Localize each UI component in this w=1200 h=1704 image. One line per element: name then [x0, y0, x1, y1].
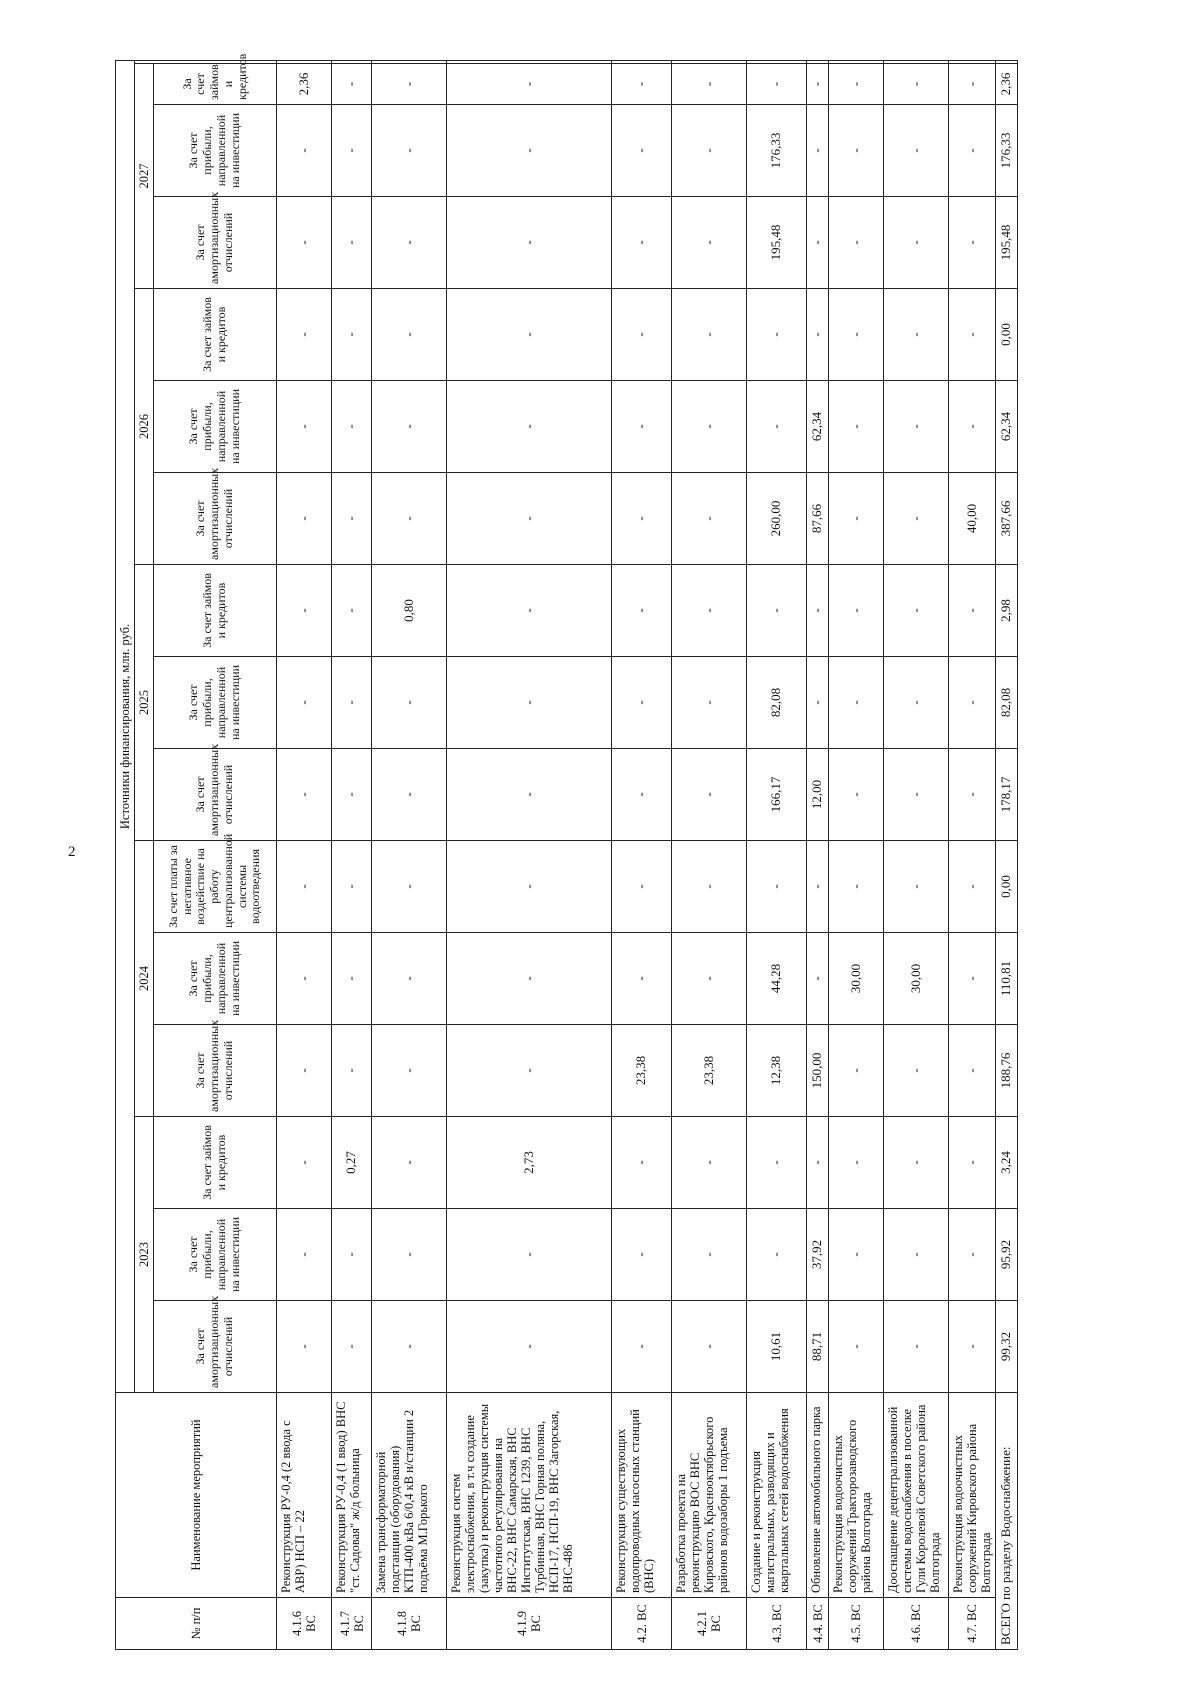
total-value: 62,34 [996, 381, 1018, 473]
row-code: 4.1.6 ВС [277, 1598, 332, 1650]
header-profit: За счет прибыли, направленной на инвестиции [154, 1209, 277, 1301]
row-value: - [949, 565, 996, 657]
row-value: - [829, 1209, 884, 1301]
row-value: 37,92 [807, 1209, 829, 1301]
row-value: - [884, 1301, 949, 1393]
row-value: - [672, 197, 747, 289]
row-value: - [372, 1117, 447, 1209]
row-name: Реконструкция РУ-0,4 (2 ввода с АВР) НСП – 22 [277, 1393, 332, 1598]
total-value: 195,48 [996, 197, 1018, 289]
row-value: - [612, 473, 672, 565]
header-year-2027: 2027 [135, 64, 154, 289]
row-value: - [612, 197, 672, 289]
table-row [829, 61, 884, 1650]
row-value: - [884, 841, 949, 933]
row-value: - [277, 1301, 332, 1393]
row-value: - [747, 1117, 807, 1209]
row-value: - [447, 289, 612, 381]
row-value: - [447, 105, 612, 197]
row-value: - [949, 1301, 996, 1393]
total-value: 0,00 [996, 289, 1018, 381]
row-blank [949, 61, 996, 64]
page-number: 2 [68, 844, 76, 860]
row-value: - [447, 381, 612, 473]
row-name: Реконструкция систем электроснабжения, в т.ч создание (закупка) и реконструкция системы частотного регулирования на ВНС-22, ВНС Самарская, ВНС Институтская, ВНС 1239, ВНС Турбинная, ВНС Горная поляна, НСП-17, НСП-19, ВНС Загорская, ВНС-486 [447, 1393, 612, 1598]
row-value: - [747, 1209, 807, 1301]
table-row [949, 61, 996, 1650]
row-value: - [747, 565, 807, 657]
row-blank [277, 61, 332, 64]
header-col-number: № п/п [116, 1598, 277, 1650]
row-name: Реконструкция водоочистных сооружений Кировского района Волгограда [949, 1393, 996, 1598]
total-value: 3,24 [996, 1117, 1018, 1209]
row-name: Реконструкция существующих водопроводных насосных станций (ВНС) [612, 1393, 672, 1598]
row-value: - [949, 1117, 996, 1209]
total-value: 188,76 [996, 1025, 1018, 1117]
row-value: - [277, 1117, 332, 1209]
row-value: - [807, 565, 829, 657]
row-value: - [612, 1301, 672, 1393]
row-value: - [277, 197, 332, 289]
row-value: - [829, 1117, 884, 1209]
header-year-2023: 2023 [135, 1117, 154, 1393]
row-value: - [884, 105, 949, 197]
row-value: - [949, 197, 996, 289]
row-value: - [884, 197, 949, 289]
row-value: - [807, 64, 829, 105]
row-value: - [447, 749, 612, 841]
row-value: - [949, 64, 996, 105]
row-value: - [807, 197, 829, 289]
row-value: - [672, 381, 747, 473]
row-value: - [884, 565, 949, 657]
total-row [996, 61, 1018, 1650]
row-value: 2,73 [447, 1117, 612, 1209]
row-name: Создание и реконструкция магистральных, разводящих и квартальных сетей водоснабжения [747, 1393, 807, 1598]
header-year-2024: 2024 [135, 841, 154, 1117]
row-value: - [672, 841, 747, 933]
row-value: - [829, 1025, 884, 1117]
row-value: - [747, 381, 807, 473]
row-value: - [372, 473, 447, 565]
row-value: - [949, 657, 996, 749]
row-value: 30,00 [884, 933, 949, 1025]
total-value: 387,66 [996, 473, 1018, 565]
table-row [747, 61, 807, 1650]
row-value: - [829, 841, 884, 933]
total-value: 99,32 [996, 1301, 1018, 1393]
row-value: - [884, 749, 949, 841]
row-name: Реконструкция водоочистных сооружений Тракторозаводского района Волгограда [829, 1393, 884, 1598]
row-value: - [447, 565, 612, 657]
row-value: - [884, 381, 949, 473]
row-value: - [277, 565, 332, 657]
row-value: - [447, 841, 612, 933]
row-blank [747, 61, 807, 64]
header-fee: За счет платы за негативное воздействие на работу централизованной системы водоотведения [154, 841, 277, 933]
row-value: 88,71 [807, 1301, 829, 1393]
row-blank [884, 61, 949, 64]
row-code: 4.1.7 ВС [332, 1598, 372, 1650]
row-value: - [372, 64, 447, 105]
row-name: Дооснащение децентрализованной системы водоснабжения в поселке Гули Королевой Советского района Волгограда [884, 1393, 949, 1598]
row-value: - [807, 933, 829, 1025]
row-value: 0,80 [372, 565, 447, 657]
row-value: - [277, 289, 332, 381]
row-value: - [884, 1025, 949, 1117]
row-name: Реконструкция РУ-0,4 (1 ввод) ВНС "ст. Садовая" ж/д больница [332, 1393, 372, 1598]
row-value: 10,61 [747, 1301, 807, 1393]
row-value: - [332, 289, 372, 381]
row-value: - [612, 105, 672, 197]
row-value: - [332, 197, 372, 289]
row-value: - [829, 473, 884, 565]
total-value: 178,17 [996, 749, 1018, 841]
header-col-name: Наименование мероприятий [116, 1393, 277, 1598]
header-profit: За счет прибыли, направленной на инвестиции [154, 933, 277, 1025]
row-value: - [829, 749, 884, 841]
row-code: 4.2.1 ВС [672, 1598, 747, 1650]
row-value: - [949, 1209, 996, 1301]
row-value: - [612, 565, 672, 657]
row-value: - [829, 197, 884, 289]
row-value: - [332, 473, 372, 565]
row-value: - [332, 381, 372, 473]
row-name: Замена трансформаторной подстанции (оборудования) КТП-400 кВа 6/0,4 кВ н/станции 2 подъёма М.Горького [372, 1393, 447, 1598]
total-value: 2,98 [996, 565, 1018, 657]
row-value: - [332, 105, 372, 197]
row-value: - [672, 1301, 747, 1393]
row-value: - [884, 657, 949, 749]
row-value: - [829, 105, 884, 197]
total-value: 95,92 [996, 1209, 1018, 1301]
row-value: - [277, 105, 332, 197]
row-value: - [277, 1209, 332, 1301]
row-value: 150,00 [807, 1025, 829, 1117]
row-code: 4.5. ВС [829, 1598, 884, 1650]
row-value: - [277, 841, 332, 933]
row-value: - [447, 933, 612, 1025]
total-label: ВСЕГО по разделу Водоснабжение: [996, 1393, 1018, 1650]
row-value: 2,36 [277, 64, 332, 105]
row-value: - [372, 381, 447, 473]
row-value: 166,17 [747, 749, 807, 841]
row-value: - [612, 289, 672, 381]
row-value: - [672, 64, 747, 105]
row-blank [672, 61, 747, 64]
table-row [277, 61, 332, 1650]
row-blank [372, 61, 447, 64]
header-year-2025: 2025 [135, 565, 154, 841]
table-row [612, 61, 672, 1650]
row-value: 0,27 [332, 1117, 372, 1209]
row-value: - [372, 1301, 447, 1393]
row-value: - [612, 1117, 672, 1209]
row-value: - [672, 657, 747, 749]
row-value: - [672, 1117, 747, 1209]
row-value: - [747, 64, 807, 105]
row-value: 87,66 [807, 473, 829, 565]
row-value: - [747, 841, 807, 933]
row-value: - [672, 933, 747, 1025]
row-value: - [949, 841, 996, 933]
total-value: 110,81 [996, 933, 1018, 1025]
table-row [372, 61, 447, 1650]
table-row [884, 61, 949, 1650]
row-value: - [672, 1209, 747, 1301]
header-amort: За счет амортизационных отчислений [154, 749, 277, 841]
row-value: - [372, 933, 447, 1025]
table-row [332, 61, 372, 1650]
table-row [672, 61, 747, 1650]
row-blank [807, 61, 829, 64]
total-value: 82,08 [996, 657, 1018, 749]
row-value: - [372, 289, 447, 381]
row-value: 12,00 [807, 749, 829, 841]
row-value: - [829, 64, 884, 105]
row-code: 4.2. ВС [612, 1598, 672, 1650]
row-value: - [949, 381, 996, 473]
rotated-table-frame [115, 53, 1145, 1650]
header-loans: За счет займов и кредитов [154, 64, 277, 105]
row-value: 195,48 [747, 197, 807, 289]
row-value: - [372, 657, 447, 749]
row-blank [447, 61, 612, 64]
row-value: - [332, 749, 372, 841]
row-code: 4.4. ВС [807, 1598, 829, 1650]
header-amort: За счет амортизационных отчислений [154, 1025, 277, 1117]
row-value: - [612, 657, 672, 749]
row-value: - [332, 1209, 372, 1301]
row-value: - [829, 381, 884, 473]
header-profit: За счет прибыли, направленной на инвестиции [154, 657, 277, 749]
row-value: - [277, 1025, 332, 1117]
row-value: - [447, 1025, 612, 1117]
row-value: - [612, 749, 672, 841]
row-value: 12,38 [747, 1025, 807, 1117]
row-value: - [612, 933, 672, 1025]
row-value: - [447, 657, 612, 749]
row-value: - [884, 1117, 949, 1209]
row-value: - [672, 473, 747, 565]
row-value: - [447, 1209, 612, 1301]
row-code: 4.7. ВС [949, 1598, 996, 1650]
header-profit: За счет прибыли, направленной на инвестиции [154, 381, 277, 473]
row-value: - [372, 841, 447, 933]
row-name: Разработка проекта на реконструкцию ВОС ВНС Кировского, Краснооктябрьского районов водозаборы 1 подъема [672, 1393, 747, 1598]
row-value: - [829, 657, 884, 749]
table-row [807, 61, 829, 1650]
row-value: - [949, 749, 996, 841]
row-value: - [277, 381, 332, 473]
row-value: - [807, 105, 829, 197]
total-value: 2,36 [996, 64, 1018, 105]
row-value: - [372, 105, 447, 197]
row-name: Обновление автомобильного парка [807, 1393, 829, 1598]
table-row [447, 61, 612, 1650]
header-amort: За счет амортизационных отчислений [154, 1301, 277, 1393]
row-blank [612, 61, 672, 64]
row-value: - [949, 1025, 996, 1117]
row-value: - [672, 289, 747, 381]
row-value: - [372, 1209, 447, 1301]
header-sources: Источники финансирования, млн. руб. [116, 61, 135, 1393]
row-value: - [332, 64, 372, 105]
row-value: - [949, 289, 996, 381]
row-value: - [277, 749, 332, 841]
row-value: - [447, 64, 612, 105]
row-value: - [672, 105, 747, 197]
row-code: 4.1.8 ВС [372, 1598, 447, 1650]
table-body [277, 61, 1018, 1650]
row-value: - [447, 473, 612, 565]
row-value: - [612, 64, 672, 105]
row-value: - [372, 1025, 447, 1117]
header-profit: За счет прибыли, направленной на инвестиции [154, 105, 277, 197]
row-value: - [807, 657, 829, 749]
header-loans: За счет займов и кредитов [154, 565, 277, 657]
header-amort: За счет амортизационных отчислений [154, 473, 277, 565]
row-value: - [372, 197, 447, 289]
row-value: - [332, 841, 372, 933]
row-value: - [372, 749, 447, 841]
row-value: - [884, 473, 949, 565]
row-value: - [807, 289, 829, 381]
header-loans: За счет займов и кредитов [154, 1117, 277, 1209]
row-value: 40,00 [949, 473, 996, 565]
total-value: 176,33 [996, 105, 1018, 197]
row-value: - [672, 565, 747, 657]
row-value: 260,00 [747, 473, 807, 565]
row-blank [996, 61, 1018, 64]
header-year-2026: 2026 [135, 289, 154, 565]
row-value: 30,00 [829, 933, 884, 1025]
row-value: - [884, 64, 949, 105]
row-value: - [672, 749, 747, 841]
header-amort: За счет амортизационных отчислений [154, 197, 277, 289]
header-loans: За счет займов и кредитов [154, 289, 277, 381]
row-blank [829, 61, 884, 64]
row-value: 62,34 [807, 381, 829, 473]
row-value: - [447, 1301, 612, 1393]
row-value: - [277, 657, 332, 749]
row-value: - [807, 841, 829, 933]
row-value: - [332, 657, 372, 749]
row-value: - [829, 1301, 884, 1393]
row-value: 23,38 [612, 1025, 672, 1117]
total-value: 0,00 [996, 841, 1018, 933]
row-value: - [447, 197, 612, 289]
row-value: - [612, 841, 672, 933]
row-value: 176,33 [747, 105, 807, 197]
row-value: 82,08 [747, 657, 807, 749]
row-value: - [612, 1209, 672, 1301]
row-value: - [884, 1209, 949, 1301]
row-code: 4.6. ВС [884, 1598, 949, 1650]
row-value: 44,28 [747, 933, 807, 1025]
row-blank [332, 61, 372, 64]
row-value: - [332, 933, 372, 1025]
row-value: - [807, 1117, 829, 1209]
row-value: - [829, 565, 884, 657]
row-value: - [884, 289, 949, 381]
row-code: 4.3. ВС [747, 1598, 807, 1650]
row-value: - [747, 289, 807, 381]
row-code: 4.1.9 ВС [447, 1598, 612, 1650]
row-value: - [277, 473, 332, 565]
row-value: 23,38 [672, 1025, 747, 1117]
row-value: - [332, 1301, 372, 1393]
row-value: - [332, 1025, 372, 1117]
financing-table [115, 53, 1018, 1650]
row-value: - [612, 381, 672, 473]
row-value: - [949, 105, 996, 197]
rotated-table-content [115, 53, 1145, 1650]
row-value: - [277, 933, 332, 1025]
row-value: - [332, 565, 372, 657]
row-value: - [949, 933, 996, 1025]
row-value: - [829, 289, 884, 381]
